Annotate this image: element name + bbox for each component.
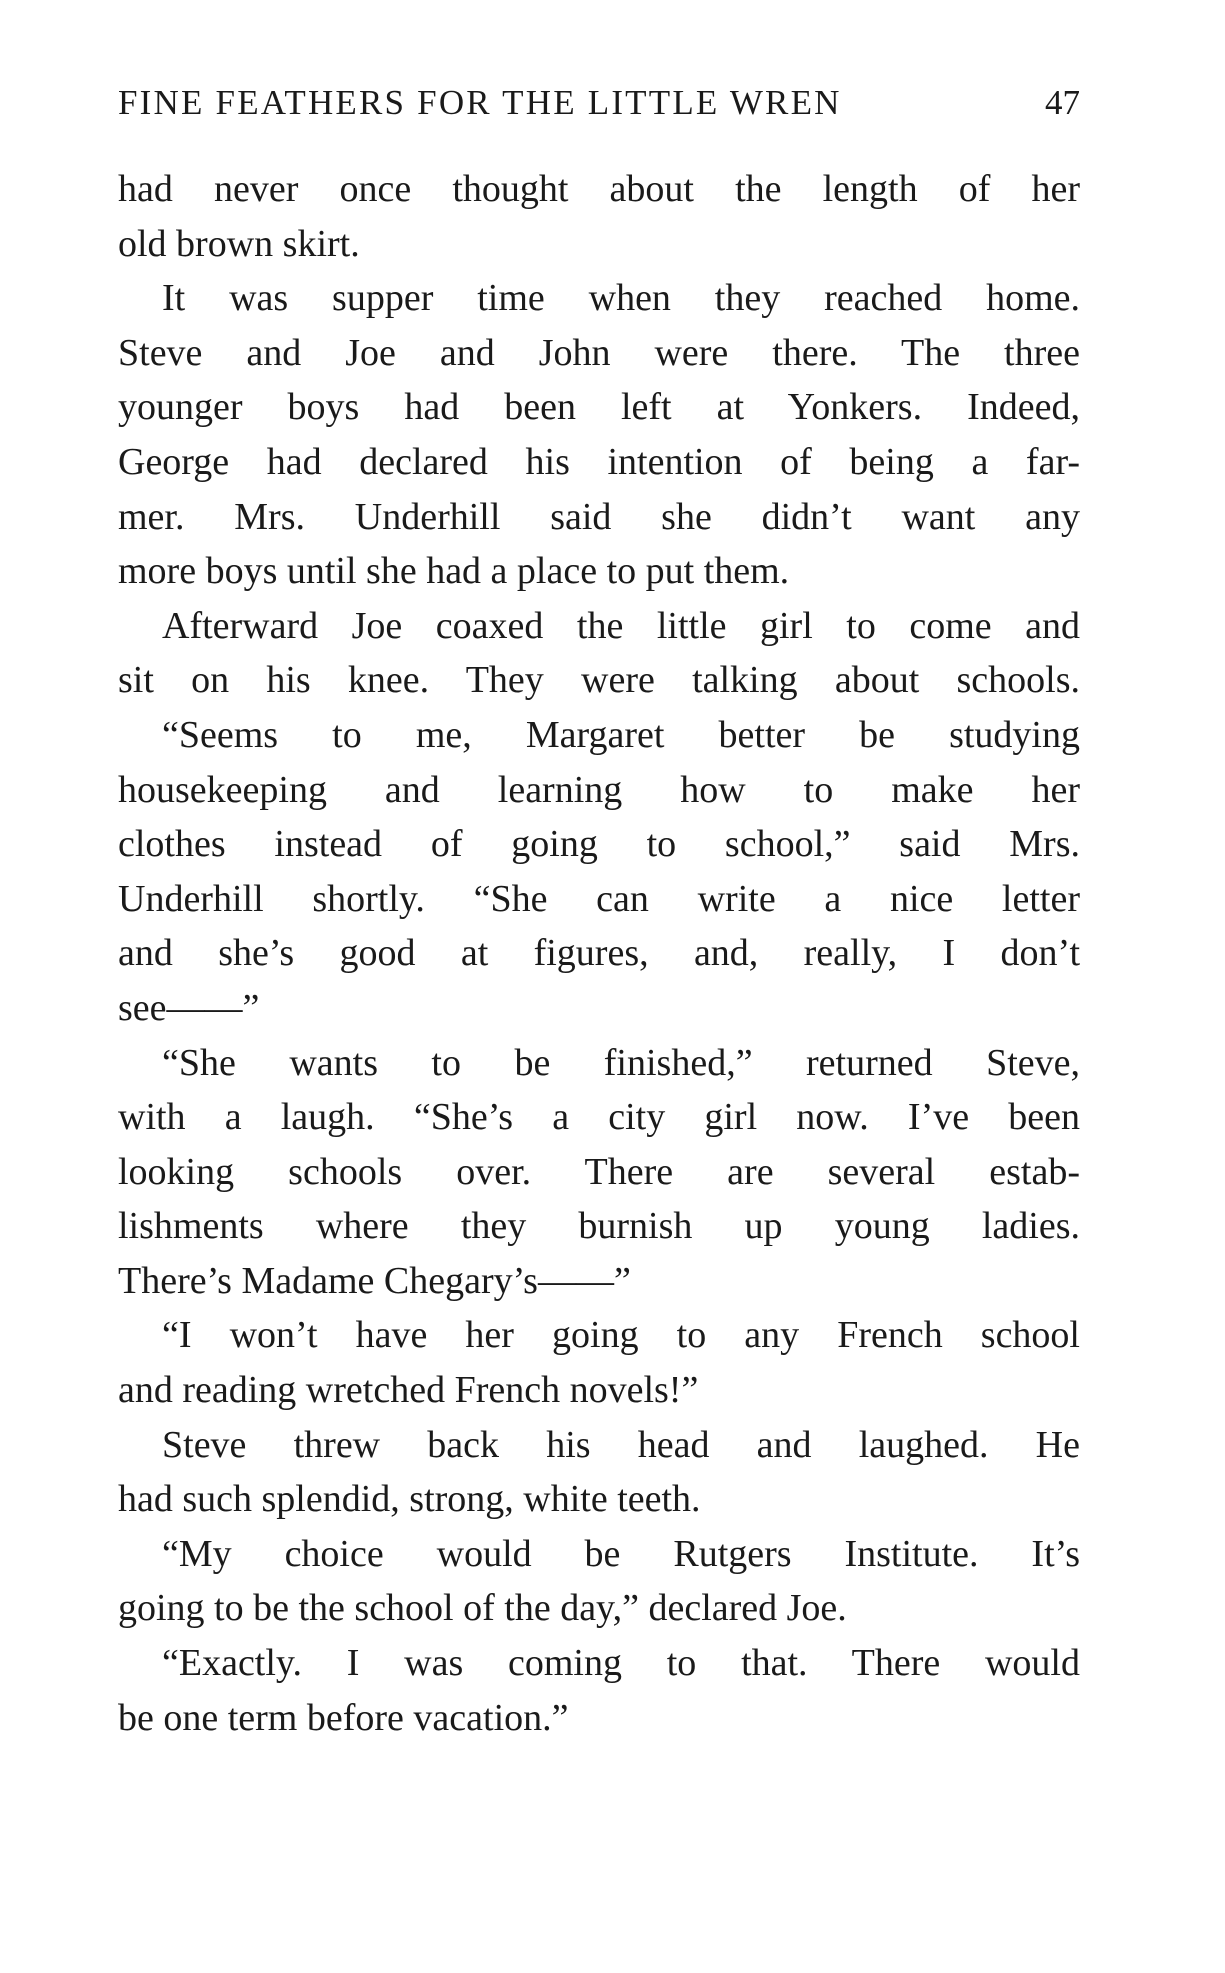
text-line: housekeeping and learning how to make her: [118, 768, 1080, 811]
text-line: and reading wretched French novels!”: [118, 1369, 699, 1412]
text-line: “Exactly. I was coming to that. There would: [162, 1642, 1080, 1685]
text-line: Steve threw back his head and laughed. He: [162, 1423, 1080, 1466]
text-line: old brown skirt.: [118, 222, 360, 265]
text-line: and she’s good at figures, and, really, I don’t: [118, 932, 1080, 975]
text-line: going to be the school of the day,” declared Joe.: [118, 1587, 847, 1630]
text-line: There’s Madame Chegary’s——”: [118, 1259, 631, 1302]
page-number: 47: [1045, 83, 1080, 122]
text-line: Underhill shortly. “She can write a nice letter: [118, 877, 1080, 920]
text-line: see——”: [118, 986, 260, 1029]
text-line: had such splendid, strong, white teeth.: [118, 1478, 701, 1521]
text-line: “My choice would be Rutgers Institute. It’s: [162, 1532, 1080, 1575]
text-line: clothes instead of going to school,” said Mrs.: [118, 823, 1080, 866]
text-line: “I won’t have her going to any French school: [162, 1314, 1080, 1357]
text-line: younger boys had been left at Yonkers. Indeed,: [118, 386, 1080, 429]
running-head: [118, 78, 1080, 128]
text-line: more boys until she had a place to put them.: [118, 550, 790, 593]
text-line: George had declared his intention of being a far-: [118, 440, 1080, 483]
text-line: lishments where they burnish up young ladies.: [118, 1205, 1080, 1248]
text-line: looking schools over. There are several estab-: [118, 1150, 1080, 1193]
text-line: had never once thought about the length of her: [118, 168, 1080, 210]
text-line: It was supper time when they reached home.: [162, 277, 1080, 320]
text-line: “She wants to be finished,” returned Steve,: [162, 1041, 1080, 1084]
body-text: [118, 162, 1080, 1745]
text-line: with a laugh. “She’s a city girl now. I’ve been: [118, 1096, 1080, 1139]
text-line: “Seems to me, Margaret better be studying: [162, 713, 1080, 756]
text-line: Steve and Joe and John were there. The three: [118, 331, 1080, 374]
text-line: mer. Mrs. Underhill said she didn’t want any: [118, 495, 1080, 538]
text-line: be one term before vacation.”: [118, 1696, 569, 1739]
text-line: sit on his knee. They were talking about schools.: [118, 659, 1080, 702]
running-title: FINE FEATHERS FOR THE LITTLE WREN: [118, 83, 842, 122]
text-line: Afterward Joe coaxed the little girl to come and: [162, 604, 1080, 647]
